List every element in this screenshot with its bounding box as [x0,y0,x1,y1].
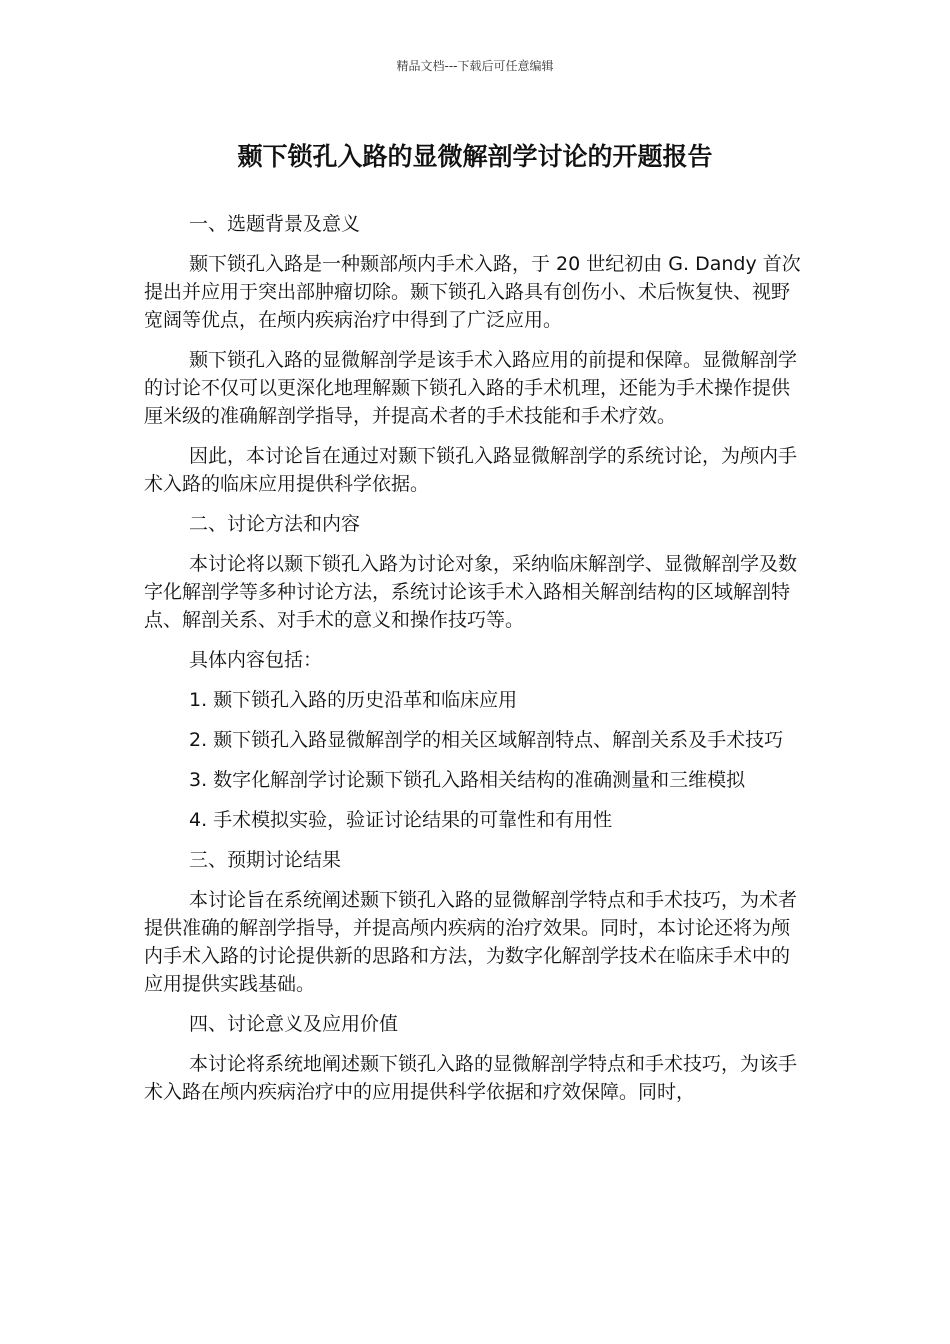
document-title: 颞下锁孔入路的显微解剖学讨论的开题报告 [237,142,713,171]
section-heading-3: 三、预期讨论结果 [189,849,342,871]
paragraph: 具体内容包括： [189,649,323,671]
section-heading-4: 四、讨论意义及应用价值 [189,1013,399,1035]
section-heading-2: 二、讨论方法和内容 [189,513,361,535]
paragraph: 颞下锁孔入路的显微解剖学是该手术入路应用的前提和保障。显微解剖学的讨论不仅可以更深化地理解颞下锁孔入路的手术机理，还能为手术操作提供厘米级的准确解剖学指导，并提高术者的手术技能和手术疗效。 [144,349,798,427]
paragraph: 本讨论将以颞下锁孔入路为讨论对象，采纳临床解剖学、显微解剖学及数字化解剖学等多种讨论方法，系统讨论该手术入路相关解剖结构的区域解剖特点、解剖关系、对手术的意义和操作技巧等。 [144,553,798,631]
list-item: 1. 颞下锁孔入路的历史沿革和临床应用 [189,689,518,711]
document-body [144,210,804,1118]
list-item: 2. 颞下锁孔入路显微解剖学的相关区域解剖特点、解剖关系及手术技巧 [189,729,784,751]
header-note: 精品文档---下载后可任意编辑 [396,59,554,73]
list-item: 4. 手术模拟实验，验证讨论结果的可靠性和有用性 [189,809,613,831]
paragraph: 本讨论旨在系统阐述颞下锁孔入路的显微解剖学特点和手术技巧，为术者提供准确的解剖学指导，并提高颅内疾病的治疗效果。同时，本讨论还将为颅内手术入路的讨论提供新的思路和方法，为数字化解剖学技术在临床手术中的应用提供实践基础。 [144,889,798,995]
section-heading-1: 一、选题背景及意义 [189,213,361,235]
paragraph: 本讨论将系统地阐述颞下锁孔入路的显微解剖学特点和手术技巧，为该手术入路在颅内疾病治疗中的应用提供科学依据和疗效保障。同时， [144,1053,798,1103]
paragraph: 颞下锁孔入路是一种颞部颅内手术入路，于 20 世纪初由 G. Dandy 首次提出并应用于突出部肿瘤切除。颞下锁孔入路具有创伤小、术后恢复快、视野宽阔等优点，在颅内疾病治疗中得到了广泛应用。 [144,253,801,331]
paragraph: 因此，本讨论旨在通过对颞下锁孔入路显微解剖学的系统讨论，为颅内手术入路的临床应用提供科学依据。 [144,445,798,495]
list-item: 3. 数字化解剖学讨论颞下锁孔入路相关结构的准确测量和三维模拟 [189,769,746,791]
